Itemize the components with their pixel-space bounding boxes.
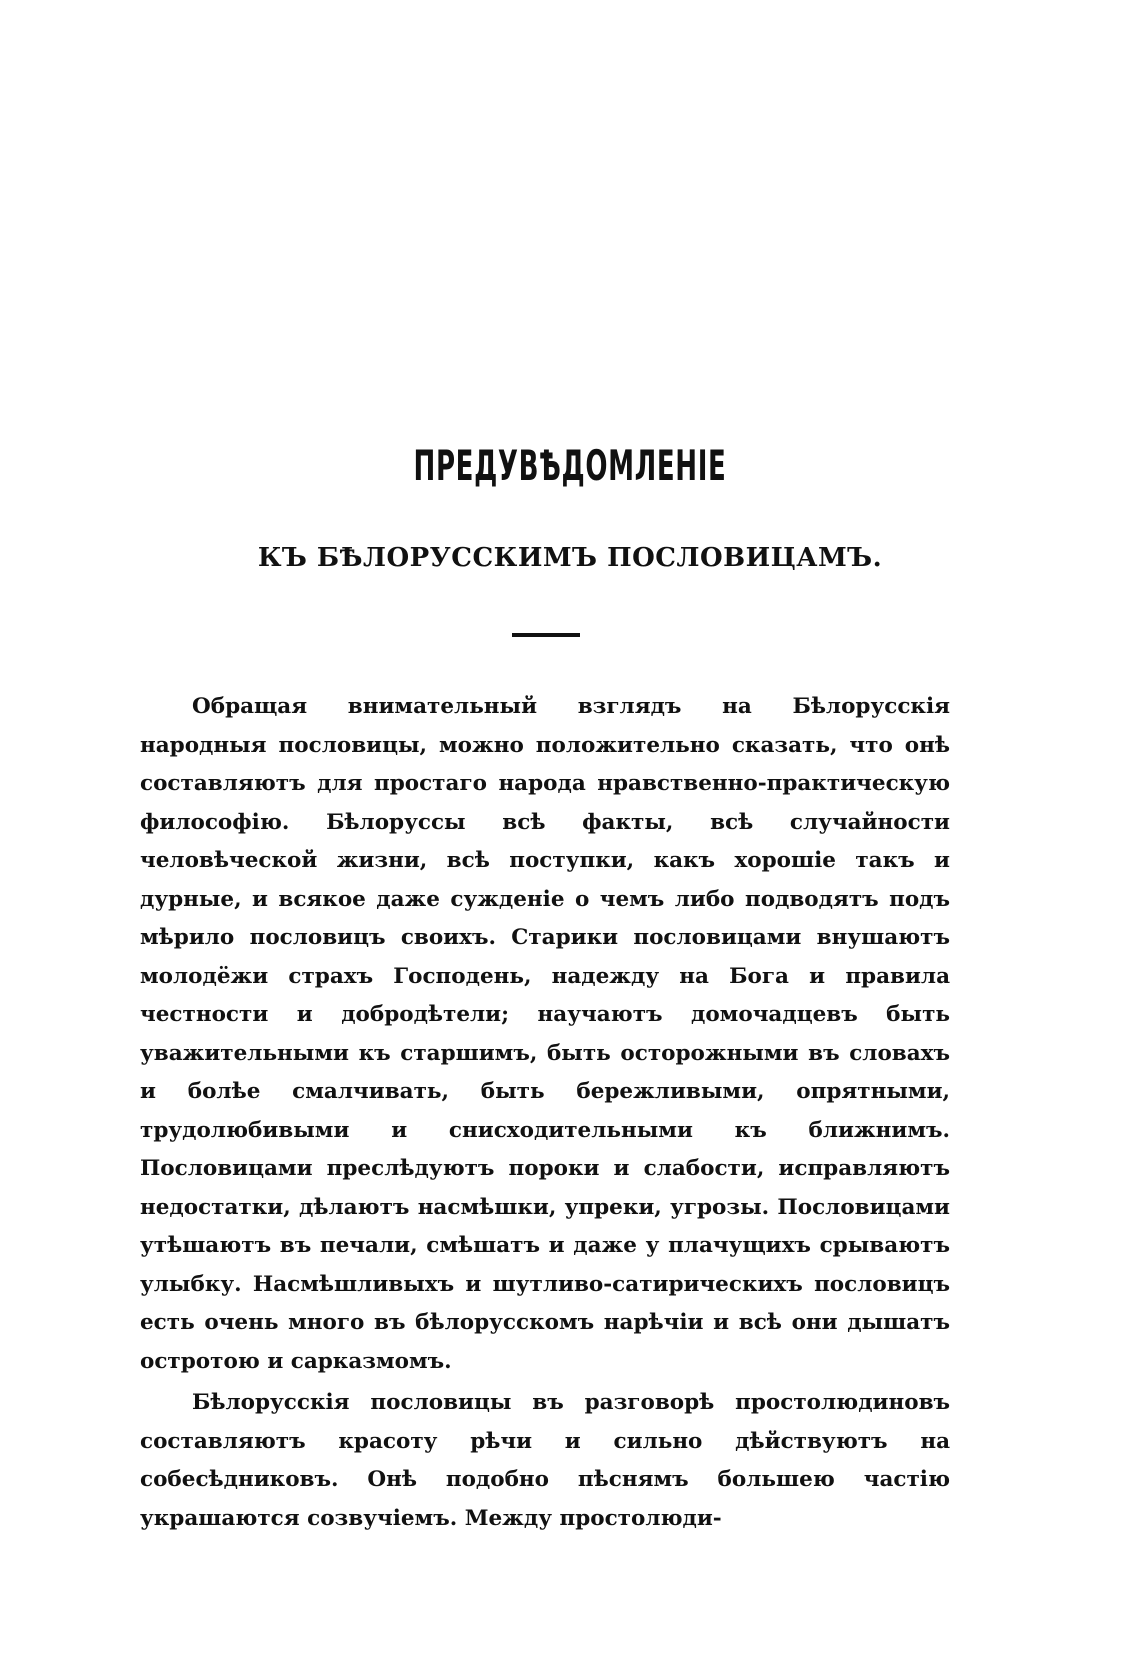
paragraph-2: Бѣлорусскія пословицы въ разговорѣ простолюдиновъ составляютъ красоту рѣчи и сильно дѣйствуютъ на собесѣдниковъ. Онѣ подобно пѣснямъ большею частію украшаются созвучіемъ. Между простолюди-	[140, 1390, 950, 1531]
page-title: ПРЕДУВѢДОМЛЕНІЕ	[413, 441, 727, 490]
body-text	[140, 688, 950, 1538]
title-divider	[512, 633, 580, 637]
page-subtitle: КЪ БѢЛОРУССКИМЪ ПОСЛОВИЦАМЪ.	[257, 543, 883, 573]
paragraph-1: Обращая внимательный взглядъ на Бѣлорусскія народныя пословицы, можно положительно сказать, что онѣ составляютъ для простаго народа нравственно-практическую философію. Бѣлоруссы всѣ факты, всѣ случайности человѣческой жизни, всѣ поступки, какъ хорошіе такъ и дурные, и всякое даже сужденіе о чемъ либо подводятъ подъ мѣрило пословицъ своихъ. Старики пословицами внушаютъ молодёжи страхъ Господень, надежду на Бога и правила честности и добродѣтели; научаютъ домочадцевъ быть уважительными къ старшимъ, быть осторожными въ словахъ и болѣе смалчивать, быть бережливыми, опрятными, трудолюбивыми и снисходительными къ ближнимъ. Пословицами преслѣдуютъ пороки и слабости, исправляютъ недостатки, дѣлаютъ насмѣшки, упреки, угрозы. Пословицами утѣшаютъ въ печали, смѣшатъ и даже у плачущихъ срываютъ улыбку. Насмѣшливыхъ и шутливо-сатирическихъ пословицъ есть очень много въ бѣлорусскомъ нарѣчіи и всѣ они дышатъ остротою и сарказмомъ.	[140, 694, 950, 1374]
